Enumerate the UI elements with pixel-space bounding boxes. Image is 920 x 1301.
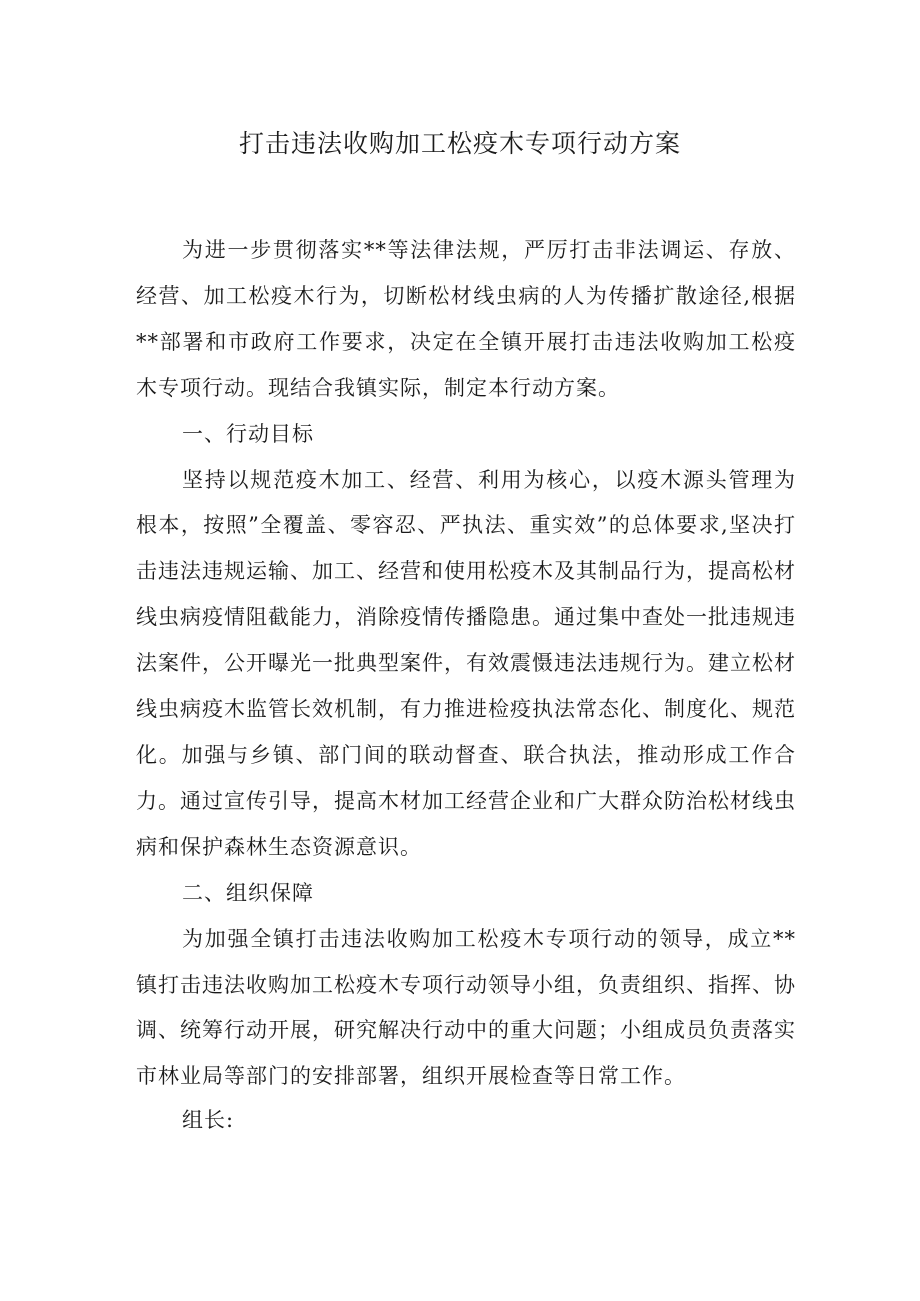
section-heading-goals: 一、行动目标 [182,421,314,446]
intro-paragraph: 为进一步贯彻落实**等法律法规，严厉打击非法调运、存放、经营、加工松疫木行为，切断松材线虫病的人为传播扩散途径,根据**部署和市政府工作要求，决定在全镇开展打击违法收购加工松疫木专项行动。现结合我镇实际，制定本行动方案。 [136,238,796,400]
document-body [136,228,796,1140]
team-leader-label: 组长: [182,1108,235,1133]
goals-paragraph: 坚持以规范疫木加工、经营、利用为核心，以疫木源头管理为根本，按照”全覆盖、零容忍、严执法、重实效”的总体要求,坚决打击违法违规运输、加工、经营和使用松疫木及其制品行为，提高松材线虫病疫情阻截能力，消除疫情传播隐患。通过集中查处一批违规违法案件，公开曝光一批典型案件，有效震慑违法违规行为。建立松材线虫病疫木监管长效机制，有力推进检疫执法常态化、制度化、规范化。加强与乡镇、部门间的联动督查、联合执法，推动形成工作合力。通过宣传引导，提高木材加工经营企业和广大群众防治松材线虫病和保护森林生态资源意识。 [136,467,796,859]
document-title: 打击违法收购加工松疫木专项行动方案 [238,129,681,158]
organization-paragraph: 为加强全镇打击违法收购加工松疫木专项行动的领导，成立**镇打击违法收购加工松疫木专项行动领导小组，负责组织、指挥、协调、统筹行动开展，研究解决行动中的重大问题；小组成员负责落实市林业局等部门的安排部署，组织开展检查等日常工作。 [136,926,796,1089]
section-heading-organization: 二、组织保障 [182,880,314,905]
